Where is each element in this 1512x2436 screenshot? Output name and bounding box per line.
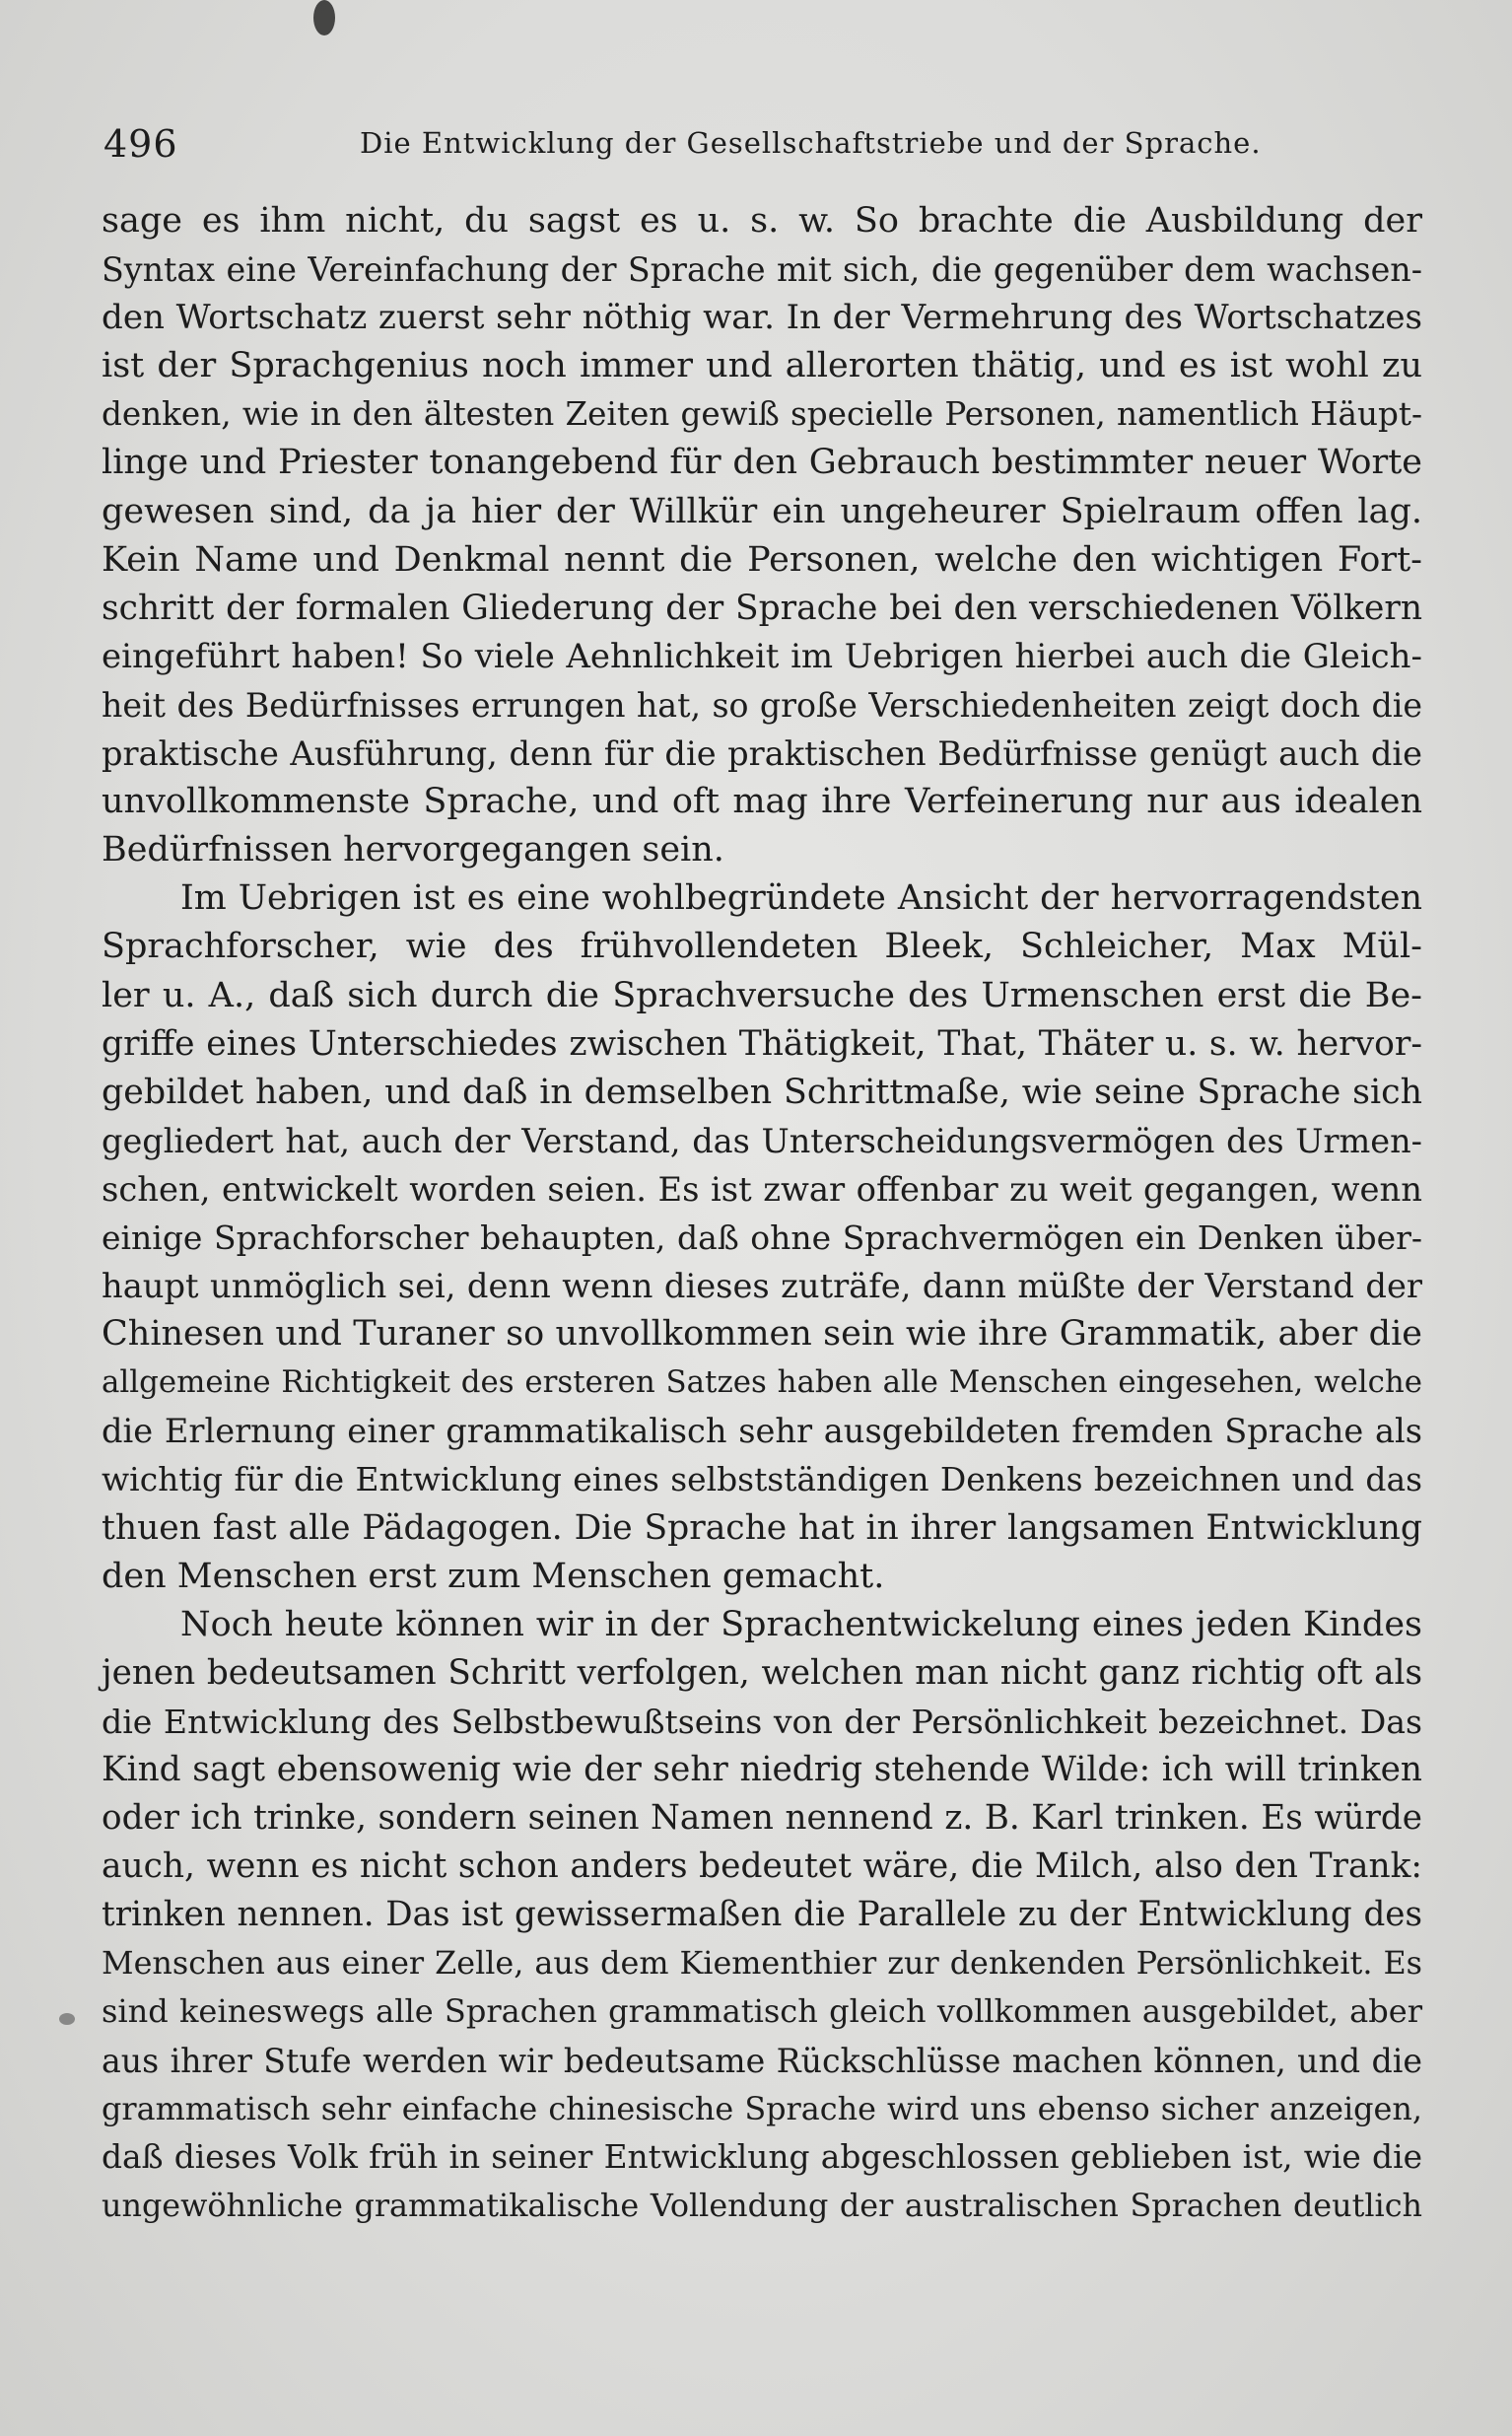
text-line: denken, wie in den ältesten Zeiten gewiß specielle Personen, namentlich Häupt- xyxy=(102,395,1422,434)
body-text xyxy=(102,197,1422,2230)
text-line: praktische Ausführung, denn für die praktischen Bedürfnisse genügt auch die xyxy=(102,734,1422,774)
text-line: daß dieses Volk früh in seiner Entwicklung abgeschlossen geblieben ist, wie die xyxy=(102,2137,1422,2176)
text-line: den Menschen erst zum Menschen gemacht. xyxy=(102,1556,885,1596)
text-line: trinken nennen. Das ist gewissermaßen die Parallele zu der Entwicklung des xyxy=(102,1895,1422,1935)
text-line: Chinesen und Turaner so unvollkommen sein wie ihre Grammatik, aber die xyxy=(102,1314,1422,1355)
margin-mark xyxy=(59,2013,75,2025)
text-line: einige Sprachforscher behaupten, daß ohne Sprachvermögen ein Denken über- xyxy=(102,1218,1422,1257)
text-line: Syntax eine Vereinfachung der Sprache mit sich, die gegenüber dem wachsen- xyxy=(102,250,1422,290)
text-line: jenen bedeutsamen Schritt verfolgen, welchen man nicht ganz richtig oft als xyxy=(102,1652,1422,1693)
text-line: ist der Sprachgenius noch immer und allerorten thätig, und es ist wohl zu xyxy=(102,346,1422,386)
text-line: sind keineswegs alle Sprachen grammatisch gleich vollkommen ausgebildet, aber xyxy=(102,1992,1422,2031)
text-line: unvollkommenste Sprache, und oft mag ihre Verfeinerung nur aus idealen xyxy=(102,782,1422,822)
text-line: auch, wenn es nicht schon anders bedeutet wäre, die Milch, also den Trank: xyxy=(102,1846,1422,1887)
text-line: Noch heute können wir in der Sprachentwickelung eines jeden Kindes xyxy=(180,1604,1422,1644)
text-line: ler u. A., daß sich durch die Sprachversuche des Urmenschen erst die Be- xyxy=(102,975,1422,1015)
text-line: die Entwicklung des Selbstbewußtseins von der Persönlichkeit bezeichnet. Das xyxy=(102,1702,1422,1741)
text-line: grammatisch sehr einfache chinesische Sprache wird uns ebenso sicher anzeigen, xyxy=(102,2089,1422,2127)
running-title: Die Entwicklung der Gesellschaftstriebe und der Sprache. xyxy=(360,126,1262,160)
text-line: linge und Priester tonangebend für den Gebrauch bestimmter neuer Worte xyxy=(102,443,1422,483)
text-line: Sprachforscher, wie des frühvollendeten Bleek, Schleicher, Max Mül- xyxy=(102,927,1422,967)
text-line: den Wortschatz zuerst sehr nöthig war. In der Vermehrung des Wortschatzes xyxy=(102,298,1422,338)
ink-blot xyxy=(313,0,335,35)
text-line: die Erlernung einer grammatikalisch sehr ausgebildeten fremden Sprache als xyxy=(102,1412,1422,1451)
text-line: Im Uebrigen ist es eine wohlbegründete Ansicht der hervorragendsten xyxy=(180,878,1422,919)
text-line: gewesen sind, da ja hier der Willkür ein ungeheurer Spielraum offen lag. xyxy=(102,491,1422,531)
page-header xyxy=(103,116,1424,175)
text-line: Menschen aus einer Zelle, aus dem Kiementhier zur denkenden Persönlichkeit. Es xyxy=(102,1944,1422,1983)
page-number: 496 xyxy=(103,122,178,166)
text-line: gebildet haben, und daß in demselben Schrittmaße, wie seine Sprache sich xyxy=(102,1072,1422,1112)
text-line: schritt der formalen Gliederung der Sprache bei den verschiedenen Völkern xyxy=(102,588,1422,628)
text-line: sage es ihm nicht, du sagst es u. s. w. So brachte die Ausbildung der xyxy=(102,201,1422,241)
text-line: haupt unmöglich sei, denn wenn dieses zuträfe, dann müßte der Verstand der xyxy=(102,1267,1422,1306)
text-line: griffe eines Unterschiedes zwischen Thätigkeit, That, Thäter u. s. w. hervor- xyxy=(102,1023,1422,1064)
text-line: Kind sagt ebensowenig wie der sehr niedrig stehende Wilde: ich will trinken xyxy=(102,1750,1422,1789)
text-line: schen, entwickelt worden seien. Es ist zwar offenbar zu weit gegangen, wenn xyxy=(102,1169,1422,1209)
text-line: Kein Name und Denkmal nennt die Personen, welche den wichtigen Fort- xyxy=(102,539,1422,580)
text-line: aus ihrer Stufe werden wir bedeutsame Rückschlüsse machen können, und die xyxy=(102,2041,1422,2080)
text-line: eingeführt haben! So viele Aehnlichkeit im Uebrigen hierbei auch die Gleich- xyxy=(102,636,1422,676)
text-line: ungewöhnliche grammatikalische Vollendung der australischen Sprachen deutlich xyxy=(102,2186,1422,2224)
text-line: thuen fast alle Pädagogen. Die Sprache hat in ihrer langsamen Entwicklung xyxy=(102,1507,1422,1548)
text-line: wichtig für die Entwicklung eines selbstständigen Denkens bezeichnen und das xyxy=(102,1460,1422,1499)
text-line: oder ich trinke, sondern seinen Namen nennend z. B. Karl trinken. Es würde xyxy=(102,1798,1422,1839)
text-line: allgemeine Richtigkeit des ersteren Satzes haben alle Menschen eingesehen, welche xyxy=(102,1364,1422,1401)
text-line: gegliedert hat, auch der Verstand, das Unterscheidungsvermögen des Urmen- xyxy=(102,1121,1422,1160)
text-line: heit des Bedürfnisses errungen hat, so große Verschiedenheiten zeigt doch die xyxy=(102,685,1422,725)
text-line: Bedürfnissen hervorgegangen sein. xyxy=(102,830,724,870)
